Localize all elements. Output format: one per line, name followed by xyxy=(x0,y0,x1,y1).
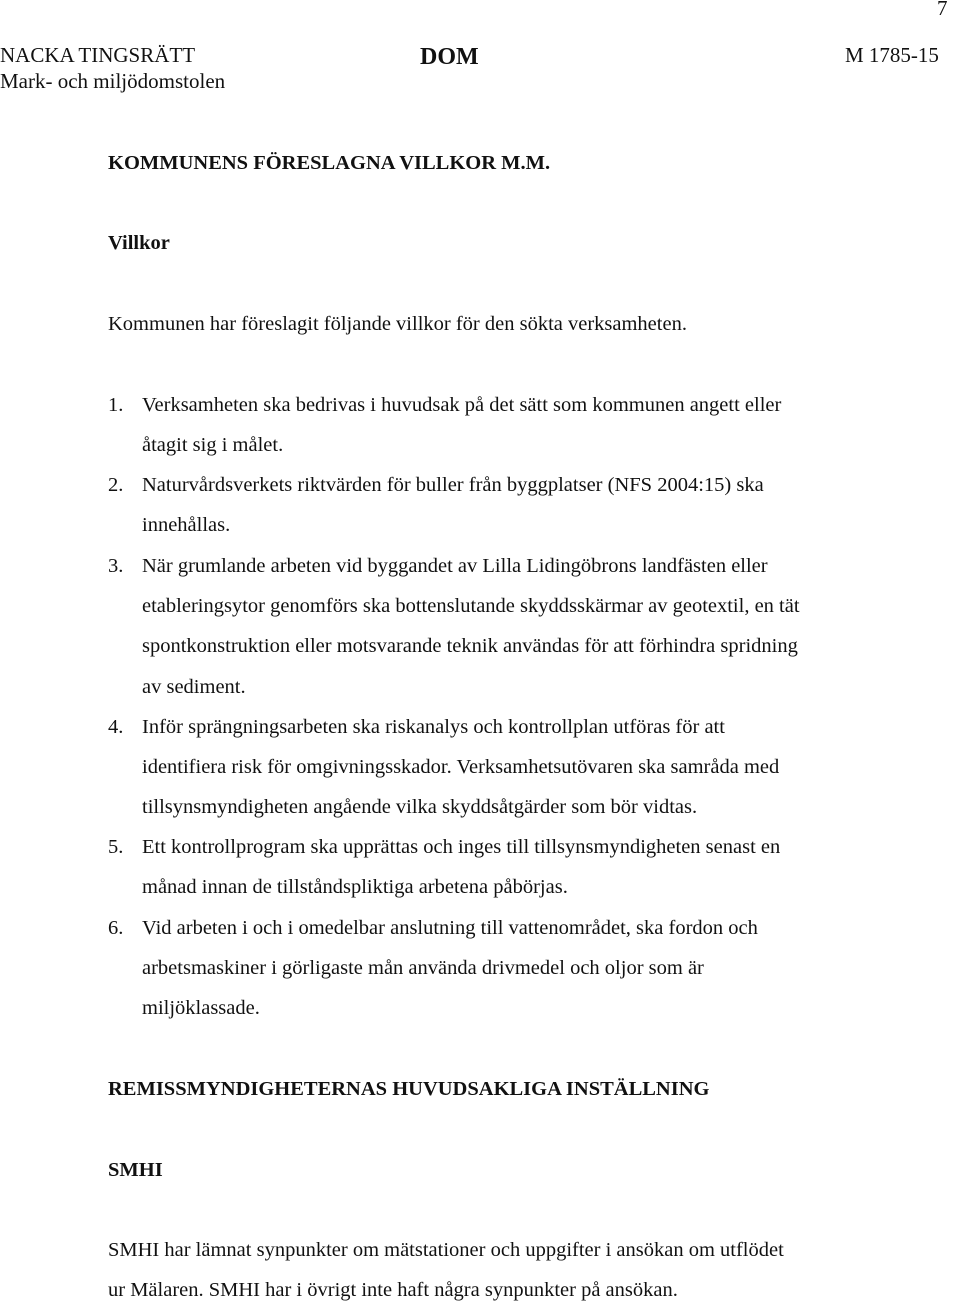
list-item-line: tillsynsmyndigheten angående vilka skyddsåtgärder som bör vidtas. xyxy=(142,796,698,818)
list-item-number: 4. xyxy=(108,716,124,738)
list-item-number: 6. xyxy=(108,917,124,939)
subheading-villkor: Villkor xyxy=(108,232,170,254)
list-item-line: etableringsytor genomförs ska bottenslutande skyddsskärmar av geotextil, en tät xyxy=(142,595,800,617)
list-item-number: 2. xyxy=(108,474,124,496)
subheading-smhi: SMHI xyxy=(108,1159,163,1181)
intro-paragraph: Kommunen har föreslagit följande villkor för den sökta verksamheten. xyxy=(108,313,687,335)
list-item-line: innehållas. xyxy=(142,514,231,536)
list-item-line: Vid arbeten i och i omedelbar anslutning till vattenområdet, ska fordon och xyxy=(142,917,758,939)
list-item-line: Ett kontrollprogram ska upprättas och inges till tillsynsmyndigheten senast en xyxy=(142,836,781,858)
list-item-line: spontkonstruktion eller motsvarande teknik användas för att förhindra spridning xyxy=(142,635,798,657)
case-number: M 1785-15 xyxy=(845,43,939,67)
list-item-line: identifiera risk för omgivningsskador. Verksamhetsutövaren ska samråda med xyxy=(142,756,780,778)
list-item-line: av sediment. xyxy=(142,676,246,698)
court-name: NACKA TINGSRÄTT xyxy=(0,43,196,67)
page-number: 7 xyxy=(937,0,948,20)
list-item-line: Naturvårdsverkets riktvärden för buller från byggplatser (NFS 2004:15) ska xyxy=(142,474,764,496)
list-item-line: miljöklassade. xyxy=(142,997,260,1019)
list-item-line: månad innan de tillståndspliktiga arbetena påbörjas. xyxy=(142,876,568,898)
list-item-number: 3. xyxy=(108,555,124,577)
list-item-number: 5. xyxy=(108,836,124,858)
section-heading-conditions: KOMMUNENS FÖRESLAGNA VILLKOR M.M. xyxy=(108,152,551,174)
document-type: DOM xyxy=(420,44,479,70)
list-item-line: När grumlande arbeten vid byggandet av Lilla Lidingöbrons landfästen eller xyxy=(142,555,768,577)
list-item-line: arbetsmaskiner i görligaste mån använda drivmedel och oljor som är xyxy=(142,957,704,979)
smhi-paragraph-line: SMHI har lämnat synpunkter om mätstationer och uppgifter i ansökan om utflödet xyxy=(108,1239,784,1261)
court-division: Mark- och miljödomstolen xyxy=(0,69,226,93)
list-item-line: åtagit sig i målet. xyxy=(142,434,284,456)
list-item-line: Verksamheten ska bedrivas i huvudsak på det sätt som kommunen angett eller xyxy=(142,394,782,416)
section-heading-remiss: REMISSMYNDIGHETERNAS HUVUDSAKLIGA INSTÄLLNING xyxy=(108,1078,710,1100)
smhi-paragraph-line: ur Mälaren. SMHI har i övrigt inte haft några synpunkter på ansökan. xyxy=(108,1279,678,1301)
list-item-number: 1. xyxy=(108,394,124,416)
list-item-line: Inför sprängningsarbeten ska riskanalys och kontrollplan utföras för att xyxy=(142,716,725,738)
